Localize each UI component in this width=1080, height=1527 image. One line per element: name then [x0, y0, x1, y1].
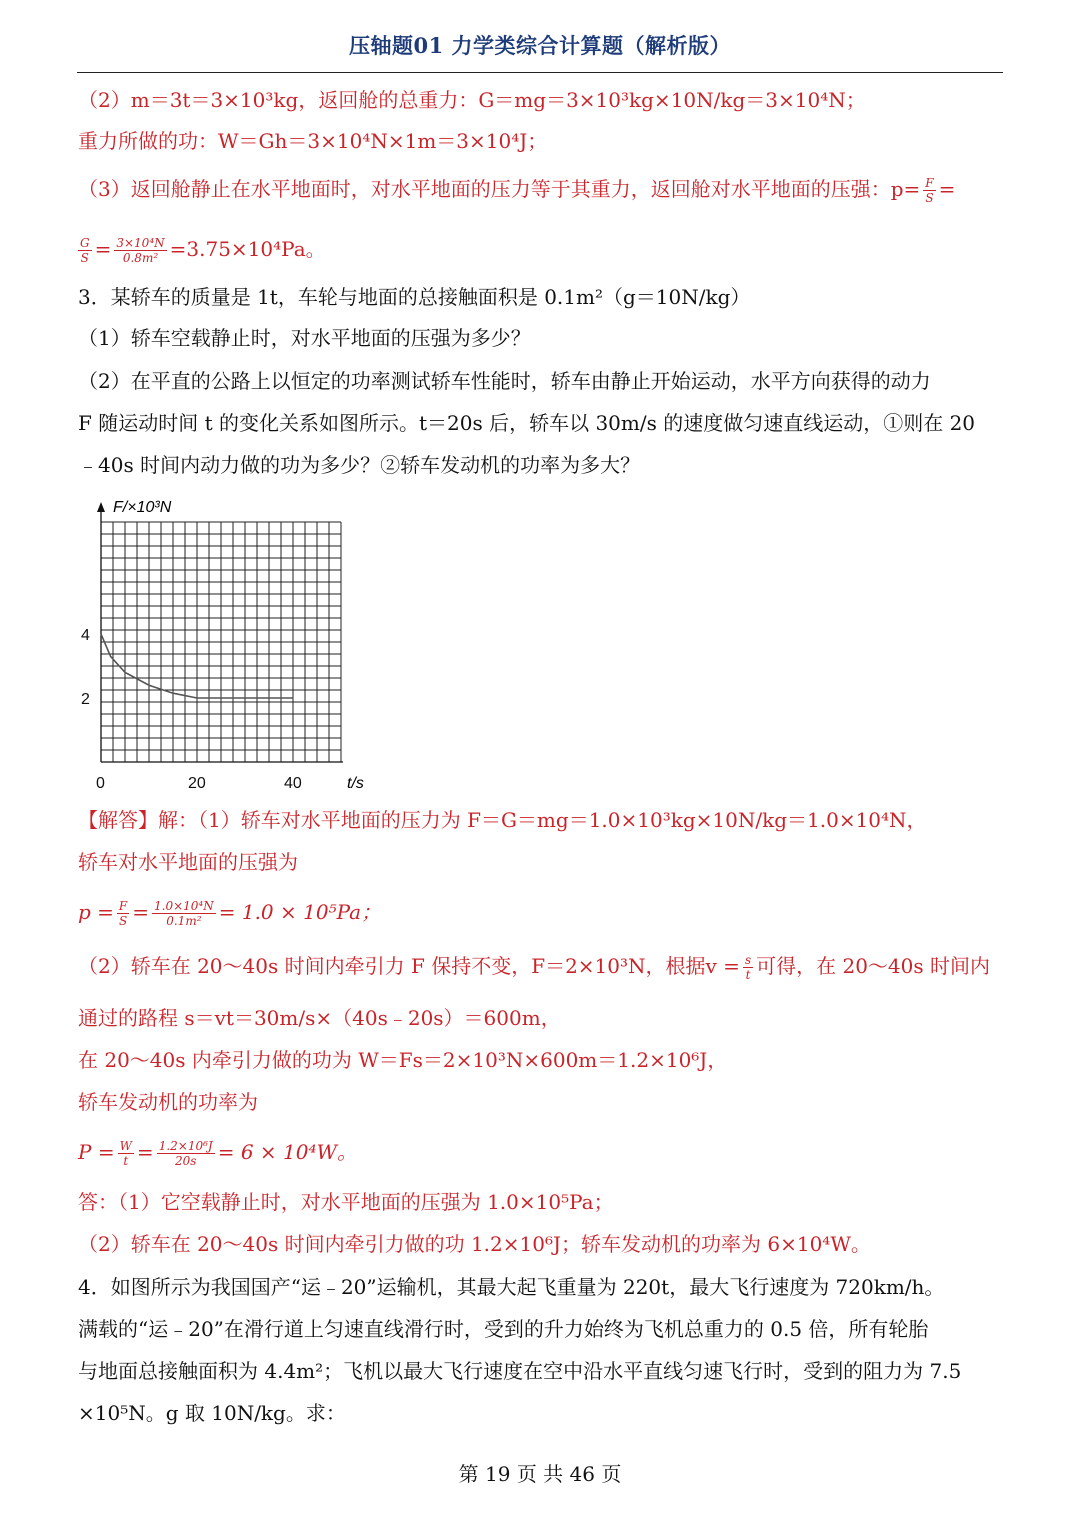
solution-line-3 [78, 174, 955, 205]
fraction-numerator: W [119, 1139, 132, 1153]
fraction-denominator: S [925, 191, 934, 205]
solution-line-4: $\frac{G}{S}$ = $\frac{\text{3×10⁴N}}{\text{0.8m²}}$ =3.75×10⁴Pa。 [80, 236, 326, 265]
fraction-numerator: F [118, 899, 128, 913]
solution-line-3-text: （3）返回舱静止在水平地面时，对水平地面的压力等于其重力，返回舱对水平地面的压强：p= [78, 177, 921, 201]
result-text: =3.75×10⁴Pa。 [169, 237, 326, 261]
fraction-numerator: s [744, 953, 752, 967]
answer-line-4 [78, 951, 990, 982]
answer-line-7: 轿车发动机的功率为 [78, 1090, 258, 1114]
question-3-part-1: （1）轿车空载静止时，对水平地面的压强为多少？ [78, 326, 531, 350]
x-tick-label: 40 [284, 775, 302, 792]
question-4-line-4: ×10⁵N。g 取 10N/kg。求： [78, 1401, 346, 1425]
fraction-numerator: G [80, 236, 90, 250]
answer-line-2: 轿车对水平地面的压强为 [78, 850, 298, 874]
final-answer-2: （2）轿车在 20～40s 时间内牵引力做的功 1.2×10⁶J；轿车发动机的功率为 6×10⁴W。 [78, 1232, 871, 1256]
answer-line-3: p = $\frac{F}{S}$ = $\frac{\text{1.0×10⁴N}}{\text{0.1m²}}$ = 1.0 × 10⁵Pa； [78, 899, 382, 928]
solution-line-1: （2）m＝3t＝3×10³kg，返回舱的总重力：G＝mg＝3×10³kg×10N/kg＝3×10⁴N； [78, 88, 866, 112]
question-3-stem: 3．某轿车的质量是 1t，车轮与地面的总接触面积是 0.1m²（g＝10N/kg） [78, 285, 751, 309]
answer-line-5: 通过的路程 s＝vt＝30m/s×（40s﹣20s）＝600m， [78, 1006, 561, 1030]
page-header-title: 压轴题01 力学类综合计算题（解析版） [348, 33, 732, 58]
question-3-part-2-b: F 随运动时间 t 的变化关系如图所示。t＝20s 后，轿车以 30m/s 的速度做匀速直线运动，①则在 20 [78, 411, 976, 435]
force-time-chart [75, 496, 375, 796]
chart-grid [101, 522, 341, 762]
fraction-f-over-s [923, 176, 935, 205]
fraction-numerator: 1.2×10⁶J [158, 1139, 213, 1153]
formula-p: p = [78, 900, 114, 924]
fraction-denominator: S [118, 914, 128, 928]
fraction-value [152, 899, 216, 928]
answer-line-4-text: （2）轿车在 20～40s 时间内牵引力 F 保持不变，F＝2×10³N，根据v = [78, 954, 740, 978]
fraction-denominator: 0.8m² [122, 251, 159, 265]
result-text: = 1.0 × 10⁵Pa； [218, 900, 382, 924]
fraction-denominator: t [745, 968, 751, 982]
fraction-s-over-t [743, 953, 753, 982]
fraction-denominator: S [80, 251, 89, 265]
x-tick-label: 20 [188, 775, 206, 792]
fraction-numerator: F [925, 176, 934, 190]
answer-line-8: P = $\frac{W}{t}$ = $\frac{\text{1.2×10⁶J}}{20s}$ = 6 × 10⁴W。 [78, 1139, 358, 1168]
question-4-line-1: 4．如图所示为我国国产“运﹣20”运输机，其最大起飞重量为 220t，最大飞行速度为 720km/h。 [78, 1275, 945, 1299]
fraction-denominator: 0.1m² [166, 914, 202, 928]
fraction-numerator: 3×10⁴N [116, 236, 165, 250]
answer-line-1: 【解答】解：（1）轿车对水平地面的压力为 F＝G＝mg＝1.0×10³kg×10N/kg＝1.0×10⁴N， [78, 808, 927, 832]
answer-line-4-end: 可得，在 20～40s 时间内 [756, 954, 990, 978]
y-tick-label: 2 [81, 691, 90, 708]
answer-line-6: 在 20～40s 内牵引力做的功为 W＝Fs＝2×10³N×600m＝1.2×10⁶J， [78, 1048, 728, 1072]
fraction-g-over-s [78, 236, 92, 265]
formula-p: P = [78, 1140, 115, 1164]
equals-sign: = [938, 177, 956, 201]
fraction-denominator: t [123, 1154, 129, 1168]
fraction-value [114, 236, 166, 265]
fraction-f-over-s [117, 899, 129, 928]
header-divider [77, 72, 1003, 73]
x-tick-label: 0 [96, 775, 105, 792]
fraction-value [157, 1139, 215, 1168]
x-axis-label: t/s [347, 775, 364, 792]
fraction-numerator: 1.0×10⁴N [154, 899, 214, 913]
page-footer: 第 19 页 共 46 页 [458, 1462, 622, 1486]
question-4-line-2: 满载的“运﹣20”在滑行道上匀速直线滑行时，受到的升力始终为飞机总重力的 0.5 倍，所有轮胎 [78, 1317, 929, 1341]
final-answer-1: 答：（1）它空载静止时，对水平地面的压强为 1.0×10⁵Pa； [78, 1190, 614, 1214]
fraction-denominator: 20s [174, 1154, 197, 1168]
y-tick-label: 4 [81, 627, 90, 644]
fraction-w-over-t [118, 1139, 134, 1168]
result-text: = 6 × 10⁴W。 [217, 1140, 358, 1164]
question-3-part-2-a: （2）在平直的公路上以恒定的功率测试轿车性能时，轿车由静止开始运动，水平方向获得的动力 [78, 369, 931, 393]
solution-line-2: 重力所做的功：W＝Gh＝3×10⁴N×1m＝3×10⁴J； [78, 129, 548, 153]
y-axis-label: F/×10³N [113, 499, 172, 516]
y-axis-arrow [97, 502, 105, 512]
question-4-line-3: 与地面总接触面积为 4.4m²；飞机以最大飞行速度在空中沿水平直线匀速飞行时，受到的阻力为 7.5 [78, 1359, 962, 1383]
question-3-part-2-c: ﹣40s 时间内动力做的功为多少？②轿车发动机的功率为多大？ [78, 453, 641, 477]
